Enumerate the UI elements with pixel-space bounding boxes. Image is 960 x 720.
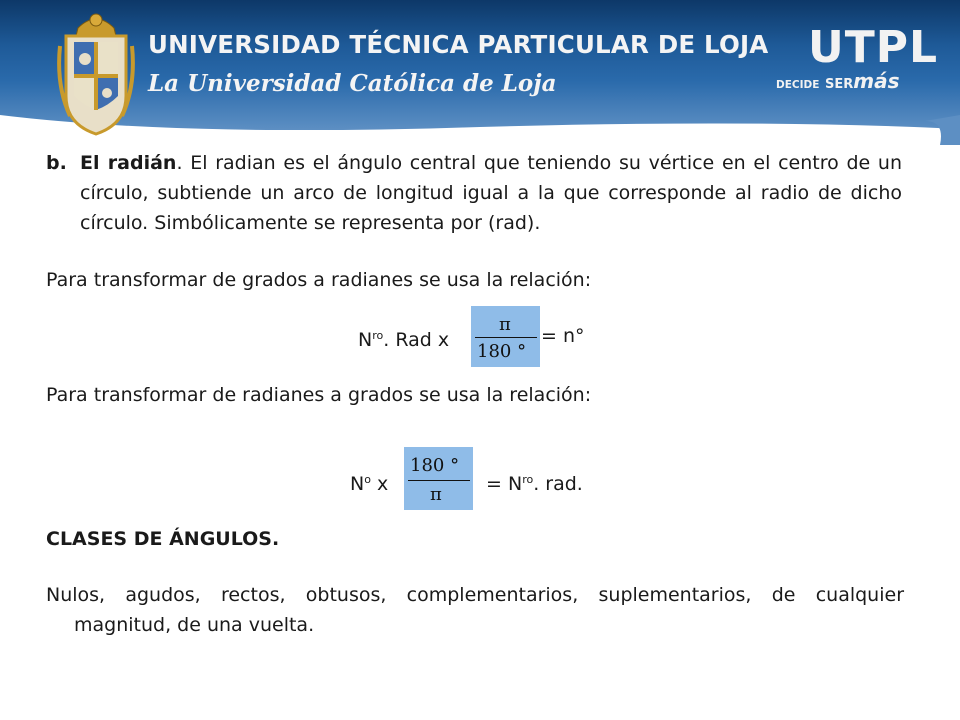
formula-n: N [358, 329, 373, 351]
rad-to-deg-formula-right [486, 465, 583, 499]
university-crest-icon [56, 6, 136, 138]
formula-sup: ro [372, 329, 384, 342]
header-wave [0, 115, 960, 145]
fraction-denominator: 180 ° [477, 341, 527, 362]
list-marker: b. [46, 152, 67, 174]
radian-definition-text [80, 148, 902, 238]
fraction-pi-over-180 [471, 306, 540, 367]
formula-sup: ro [522, 473, 534, 486]
formula-equals-n: = N [486, 473, 523, 495]
radian-definition [46, 148, 902, 238]
angle-classes-line-2: magnitud, de una vuelta. [74, 614, 315, 636]
formula-rad: . rad. [533, 473, 583, 495]
angle-classes-heading: CLASES DE ÁNGULOS. [46, 528, 280, 550]
fraction-bar [408, 480, 470, 481]
brand-logo-text: UTPL [808, 22, 939, 73]
deg-to-rad-intro: Para transformar de grados a radianes se usa la relación: [46, 269, 592, 291]
angle-classes-line-1: Nulos, agudos, rectos, obtusos, complementarios, suplementarios, de cualquier [46, 584, 904, 606]
rad-to-deg-intro: Para transformar de radianes a grados se usa la relación: [46, 384, 592, 406]
tagline-word-1: DECIDE [776, 79, 820, 91]
radian-description: . El radian es el ángulo central que teniendo su vértice en el centro de un círculo, subtiende un arco de longitud igual a la que corresponde al radio de dicho círculo. Simbólicamente se representa por (rad). [80, 152, 902, 234]
tagline-word-3: más [853, 69, 900, 93]
fraction-bar [475, 337, 537, 338]
fraction-180-over-pi [404, 447, 473, 510]
angle-classes-text [46, 580, 904, 640]
formula-n: N [350, 473, 365, 495]
deg-to-rad-formula-right: = n° [541, 325, 585, 347]
university-subtitle: La Universidad Católica de Loja [148, 70, 557, 97]
radian-term: El radián [80, 152, 177, 174]
formula-sup: o [364, 473, 371, 486]
deg-to-rad-formula-left [358, 321, 449, 355]
brand-tagline [776, 69, 899, 93]
formula-x: x [370, 473, 389, 495]
fraction-numerator: 180 ° [410, 455, 460, 476]
fraction-numerator: π [499, 314, 511, 335]
rad-to-deg-formula-left [350, 465, 388, 499]
university-title: UNIVERSIDAD TÉCNICA PARTICULAR DE LOJA [148, 30, 769, 59]
formula-rad-x: . Rad x [383, 329, 450, 351]
fraction-denominator: π [430, 484, 442, 505]
tagline-word-2: SER [824, 77, 854, 92]
